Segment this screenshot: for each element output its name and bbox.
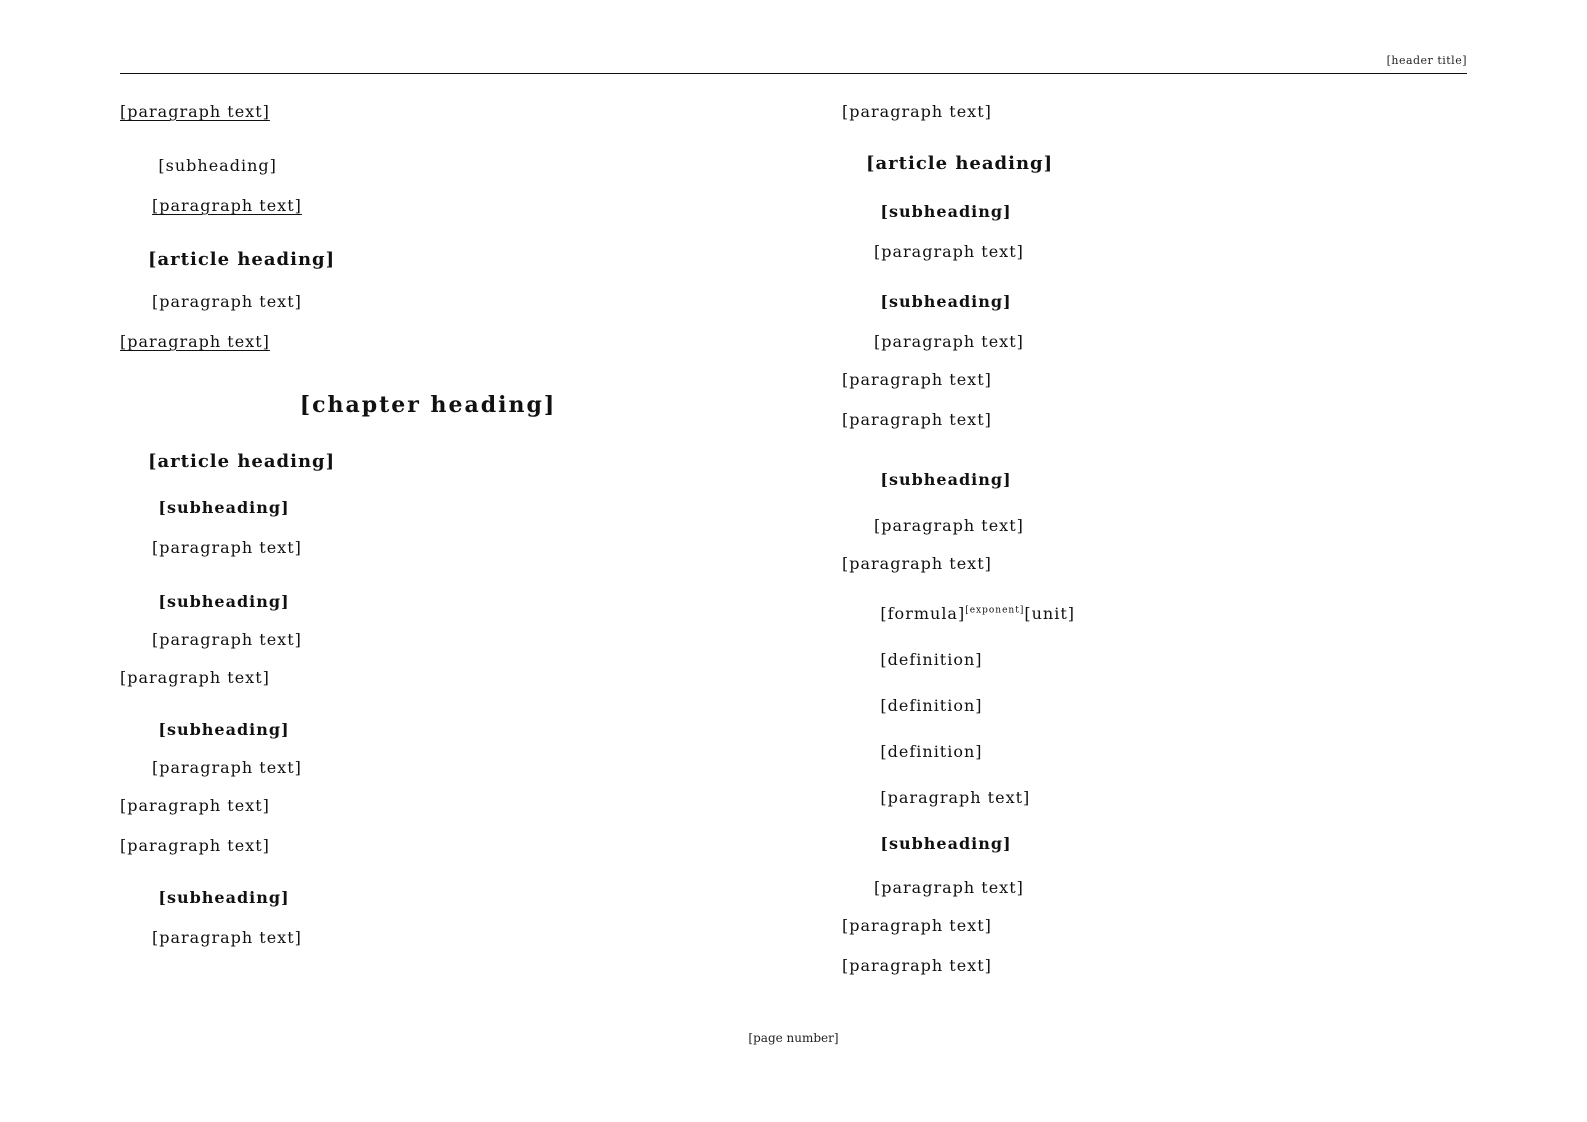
right-column: [842, 100, 1458, 986]
paragraph-sewage-3: [paragraph text]: [842, 410, 992, 429]
left-column: [120, 100, 736, 960]
definition-q: [definition]: [880, 650, 983, 669]
article-37-heading: [article heading]: [866, 153, 1054, 174]
subheading-fire: [subheading]: [158, 888, 290, 907]
paragraph-network-3: [paragraph text]: [120, 836, 270, 855]
paragraph-fire: [paragraph text]: [152, 928, 302, 947]
formula-exponent: [exponent]: [965, 605, 1025, 616]
subheading-rain: [subheading]: [880, 470, 1012, 489]
header-title: [header title]: [1386, 54, 1467, 67]
paragraph-plaza-text: [paragraph text]: [152, 196, 302, 215]
paragraph-drain-2: [paragraph text]: [842, 916, 992, 935]
paragraph-plaza: [120, 190, 736, 234]
paragraph-network-2: [paragraph text]: [120, 796, 270, 815]
paragraph-sewage-2: [paragraph text]: [842, 370, 992, 389]
rainfall-formula: [842, 596, 1458, 642]
left-paragraph-1: [120, 100, 736, 140]
paragraph-network-1: [paragraph text]: [152, 758, 302, 777]
paragraph-drain-1: [paragraph text]: [874, 878, 1024, 897]
subheading-system: [subheading]: [880, 202, 1012, 221]
page-number: [page number]: [748, 1031, 839, 1045]
subheading-plaza: [subheading]: [158, 156, 277, 175]
header-rule: [120, 73, 1467, 74]
subheading-demand: [subheading]: [158, 498, 290, 517]
subheading-sewage: [subheading]: [880, 292, 1012, 311]
definition-t: [definition]: [880, 742, 983, 761]
paragraph-source-2: [paragraph text]: [120, 668, 270, 687]
subheading-drain: [subheading]: [880, 834, 1012, 853]
subheading-source: [subheading]: [158, 592, 290, 611]
paragraph-source-1: [paragraph text]: [152, 630, 302, 649]
paragraph-water-1: [paragraph text]: [152, 292, 302, 311]
article-35-heading: [article heading]: [148, 249, 336, 270]
subheading-network: [subheading]: [158, 720, 290, 739]
paragraph-water-2-text: [paragraph text]: [120, 332, 270, 351]
paragraph-sewage-1: [paragraph text]: [874, 332, 1024, 351]
left-paragraph-1-text: [paragraph text]: [120, 102, 270, 121]
right-paragraph-1: [paragraph text]: [842, 102, 992, 121]
article-36-heading: [article heading]: [148, 451, 336, 472]
formula-unit: [unit]: [1024, 604, 1075, 623]
definition-p: [definition]: [880, 696, 983, 715]
paragraph-rain-1: [paragraph text]: [874, 516, 1024, 535]
paragraph-system: [paragraph text]: [874, 242, 1024, 261]
paragraph-rain-2: [paragraph text]: [842, 554, 992, 573]
paragraph-design-period: [paragraph text]: [880, 788, 1031, 807]
chapter-8-heading: [chapter heading]: [299, 392, 557, 418]
paragraph-water-2: [120, 326, 736, 378]
paragraph-demand: [paragraph text]: [152, 538, 302, 557]
paragraph-drain-3: [paragraph text]: [842, 956, 992, 975]
formula-text: [formula]: [880, 604, 966, 623]
